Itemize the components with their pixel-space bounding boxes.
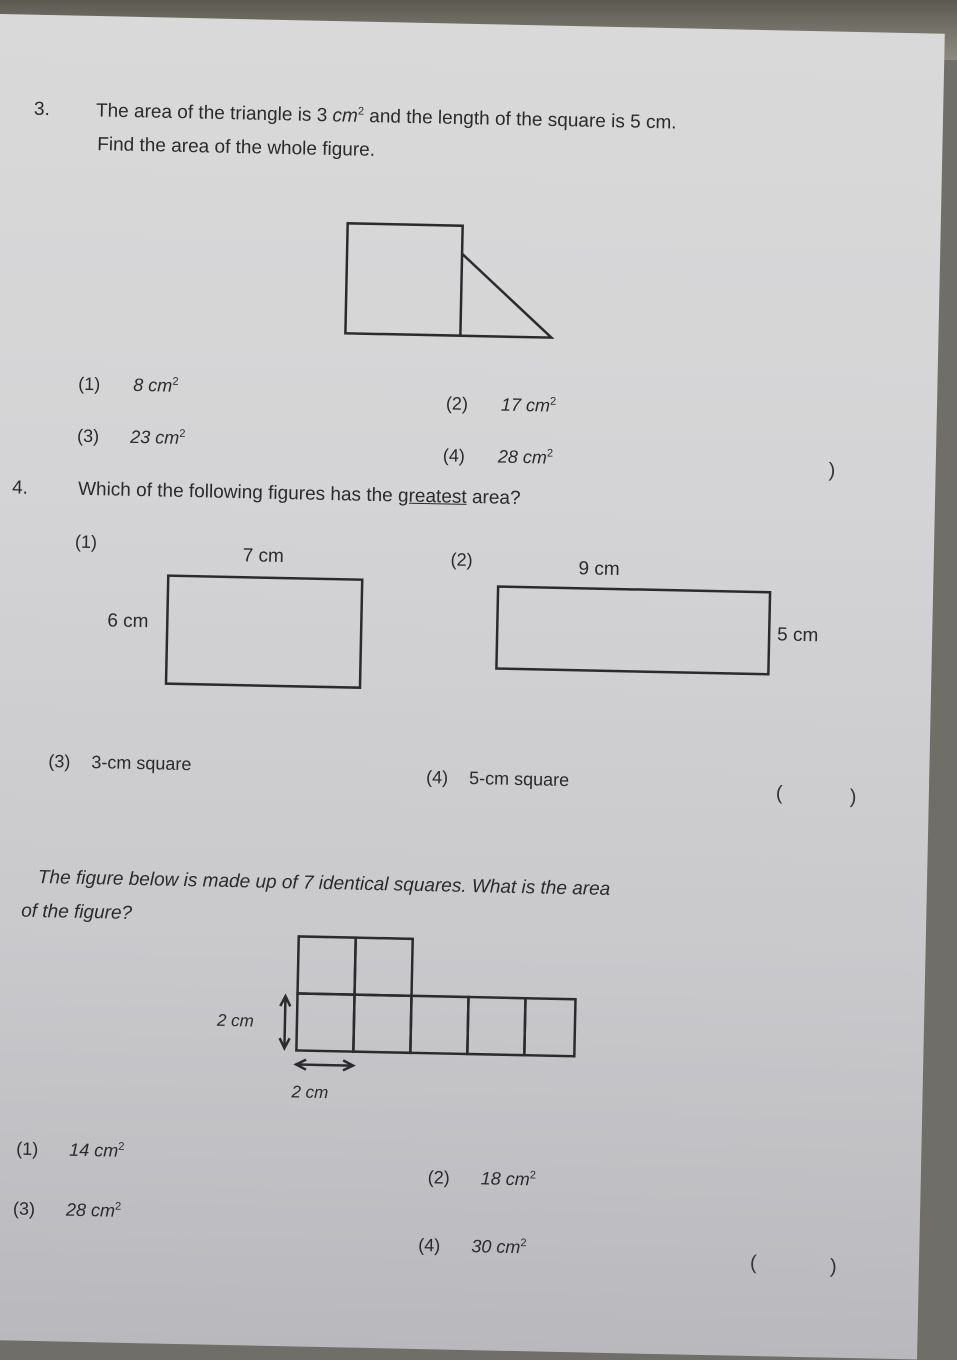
q5-option-1-sup: 2	[118, 1140, 125, 1153]
q4-option-4	[426, 767, 569, 791]
q3-option-1-label: (1)	[78, 373, 101, 395]
q5-option-1-label: (1)	[16, 1138, 39, 1160]
q4-fig2-height: 5 cm	[776, 624, 819, 647]
q3-option-4-value: 28	[497, 446, 519, 467]
q3-unit: cm	[332, 105, 359, 127]
q3-option-1-sup: 2	[172, 375, 179, 388]
q4-text-before: Which of the following figures has the	[77, 478, 393, 507]
q5-line1: The figure below is made up of 7 identical squares. What is the area	[37, 866, 611, 900]
worksheet-page	[0, 14, 945, 1359]
q4-number: 4.	[11, 477, 29, 499]
q3-option-1-value: 8	[133, 374, 144, 396]
q4-option-3	[48, 751, 191, 775]
q3-option-4-sup: 2	[546, 447, 554, 460]
q5-option-3-unit: cm	[90, 1200, 116, 1221]
q5-square-top-1	[298, 936, 356, 994]
q4-text-underlined: greatest	[397, 485, 467, 508]
q3-option-2	[446, 393, 557, 416]
q3-option-3-label: (3)	[76, 425, 100, 447]
q3-line2: Find the area of the whole figure.	[97, 134, 376, 161]
q5-option-3-sup: 2	[114, 1200, 122, 1213]
q5-option-1-unit: cm	[94, 1140, 119, 1161]
q3-option-3-value: 23	[129, 426, 151, 448]
q3-answer-bracket[interactable]: )	[828, 459, 836, 482]
q5-option-1-value: 14	[69, 1139, 90, 1161]
q5-option-4-label: (4)	[418, 1235, 441, 1256]
q4-question	[78, 479, 521, 510]
q5-option-4-sup: 2	[520, 1237, 527, 1250]
q5-square-bottom-1	[296, 993, 354, 1051]
q5-seven-squares-figure	[276, 934, 579, 1080]
q3-square-triangle-figure	[343, 221, 566, 351]
q4-fig1-height: 6 cm	[107, 610, 149, 633]
q5-option-2	[428, 1167, 537, 1190]
q3-option-2-unit: cm	[525, 395, 551, 416]
q3-square	[345, 223, 462, 335]
q5-option-4-unit: cm	[496, 1236, 521, 1258]
q5-square-bottom-2	[353, 995, 411, 1053]
q3-option-4-unit: cm	[522, 447, 548, 468]
q4-option-3-text: 3-cm square	[91, 752, 192, 775]
q4-fig2-label: (2)	[450, 549, 473, 571]
q4-fig1-width: 7 cm	[242, 545, 285, 568]
q5-option-4	[418, 1235, 527, 1258]
q3-option-3-sup: 2	[179, 427, 186, 440]
q5-bracket-close[interactable]: )	[829, 1255, 837, 1278]
q5-bracket-open[interactable]: (	[749, 1251, 757, 1275]
q5-square-bottom-4	[467, 997, 525, 1055]
q5-option-2-sup: 2	[529, 1169, 537, 1182]
q5-line2: of the figure?	[20, 900, 133, 924]
q5-option-4-value: 30	[471, 1236, 492, 1257]
q4-option-4-text: 5-cm square	[468, 767, 570, 791]
q5-option-1	[16, 1139, 125, 1162]
q5-bottom-label: 2 cm	[291, 1082, 329, 1103]
q4-option-3-label: (3)	[48, 751, 71, 772]
q5-option-3	[13, 1199, 122, 1222]
q3-option-2-label: (2)	[445, 393, 469, 414]
q5-option-2-label: (2)	[427, 1167, 450, 1188]
q4-bracket-open[interactable]: (	[775, 782, 783, 805]
q4-fig1-label: (1)	[74, 531, 98, 553]
q5-horizontal-arrow	[298, 1064, 351, 1065]
q4-fig1-rectangle	[164, 574, 366, 693]
q3-line1b-text: and the length of the square is 5 cm.	[369, 106, 677, 134]
q5-square-bottom-5	[524, 998, 575, 1056]
q3-option-1	[78, 374, 179, 397]
q4-fig2-rectangle	[494, 585, 776, 681]
q4-option-4-label: (4)	[425, 767, 449, 788]
q5-option-3-label: (3)	[12, 1198, 36, 1219]
q3-option-2-value: 17	[500, 394, 522, 415]
q3-option-1-unit: cm	[148, 375, 173, 396]
q4-bracket-close[interactable]: )	[849, 785, 857, 809]
q5-option-3-value: 28	[65, 1199, 87, 1221]
q3-number: 3.	[33, 98, 51, 121]
q5-square-bottom-3	[410, 996, 468, 1054]
q5-square-top-2	[355, 938, 413, 996]
q4-text-after: area?	[471, 486, 521, 510]
q3-option-3	[77, 426, 186, 449]
q3-option-4	[443, 445, 554, 468]
q3-line1	[96, 100, 677, 134]
q5-vertical-arrow	[284, 998, 285, 1046]
q3-option-2-sup: 2	[549, 395, 557, 408]
q3-unit-sup: 2	[357, 105, 365, 118]
q3-triangle	[460, 254, 553, 338]
q4-fig2-width: 9 cm	[578, 558, 620, 581]
q5-side-label: 2 cm	[216, 1010, 255, 1031]
q3-option-3-unit: cm	[155, 427, 180, 448]
q3-line1-text: The area of the triangle is 3	[95, 100, 328, 127]
q3-option-4-label: (4)	[442, 445, 466, 466]
q5-option-2-value: 18	[480, 1168, 501, 1189]
q5-option-2-unit: cm	[505, 1168, 530, 1190]
